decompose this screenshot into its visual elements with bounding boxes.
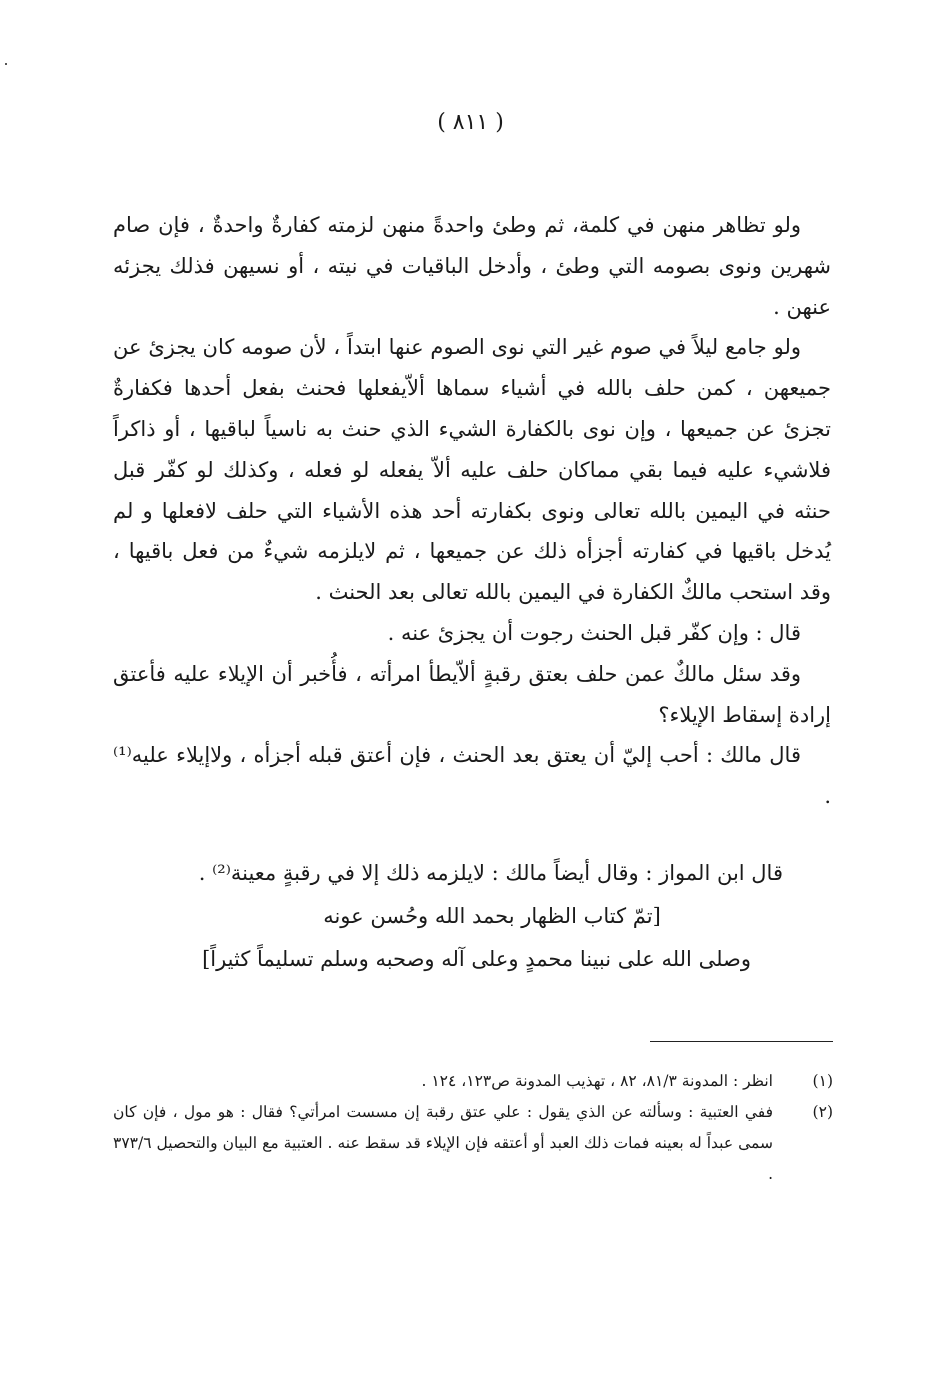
footnote-separator [650, 1041, 833, 1042]
closing-block [113, 852, 831, 981]
paragraph-3: قال : وإن كفّر قبل الحنث رجوت أن يجزئ عنه . [387, 620, 801, 645]
footnote-text: انظر : المدونة ٨١/٣، ٨٢ ، تهذيب المدونة ص١٢٣، ١٢٤ . [421, 1072, 773, 1090]
footnote-2 [113, 1097, 833, 1190]
scan-speck [5, 63, 7, 65]
paragraph-4: وقد سئل مالكٌ عمن حلف بعتق رقبةٍ ألاّيطأ امرأته ، فأُخبر أن الإيلاء عليه فأعتق إرادة إسقاط الإيلاء؟ [113, 661, 831, 727]
paragraph-1: ولو تظاهر منهن في كلمة، ثم وطئ واحدةً منهن لزمته كفارةٌ واحدةٌ ، فإن صام شهرين ونوى بصومه التي وطئ ، وأدخل الباقيات في نيته ، أو نسيهن فذلك يجزئه عنهن . [113, 213, 831, 319]
footnote-text: ففي العتبية : وسألته عن الذي يقول : علي عتق رقبة إن مسست امرأتي؟ فقال : هو مول ، فإن كان سمى عبداً له بعينه فمات ذلك العبد أو أعتقه فإن الإيلاء قد سقط عنه . العتبية مع البيان والتحصيل ٣٧٣/٦ . [113, 1103, 773, 1183]
footnote-number: (١) [812, 1072, 833, 1090]
footnote-1 [113, 1066, 833, 1097]
footnotes [113, 1066, 833, 1190]
paragraph-2: ولو جامع ليلاً في صوم غير التي نوى الصوم عنها ابتداً ، لأن صومه كان يجزئ عن جميعهن ، كمن حلف بالله في أشياء سماها ألاّيفعلها فحنث بفعل أحدها فكفارةٌ تجزئ عن جميعها ، وإن نوى بالكفارة الشيء الذي حنث به ناسياً لباقيها ، أو ذاكراً فلاشيء عليه فيما بقي مماكان حلف عليه ألاّ يفعله لو فعله ، وكذلك لو كفّر قبل حنثه في اليمين بالله تعالى ونوى بكفارته أحد هذه الأشياء التي حلف لافعلها و لم يُدخل باقيها في كفارته أجزأه ذلك عن جميعها ، ثم لايلزمه شيءٌ من فعل باقيها ، وقد استحب مالكٌ الكفارة في اليمين بالله تعالى بعد الحنث . [113, 335, 831, 605]
closing-blessing: وصلى الله على نبينا محمدٍ وعلى آله وصحبه وسلم تسليماً كثيراً] [202, 947, 751, 971]
page-number: ( ٨١١ ) [437, 110, 504, 135]
footnote-number: (٢) [812, 1103, 833, 1121]
main-text [113, 205, 831, 817]
closing-quote: قال ابن المواز : وقال أيضاً مالك : لايلزمه ذلك إلا في رقبةٍ معينة⁽²⁾ . [198, 861, 783, 885]
paragraph-5: قال مالك : أحب إليّ أن يعتق بعد الحنث ، فإن أعتق قبله أجزأه ، ولاإيلاء عليه⁽¹⁾ . [113, 743, 831, 809]
closing-book-end: [تمّ كتاب الظهار بحمد الله وحُسن عونه [323, 904, 661, 928]
